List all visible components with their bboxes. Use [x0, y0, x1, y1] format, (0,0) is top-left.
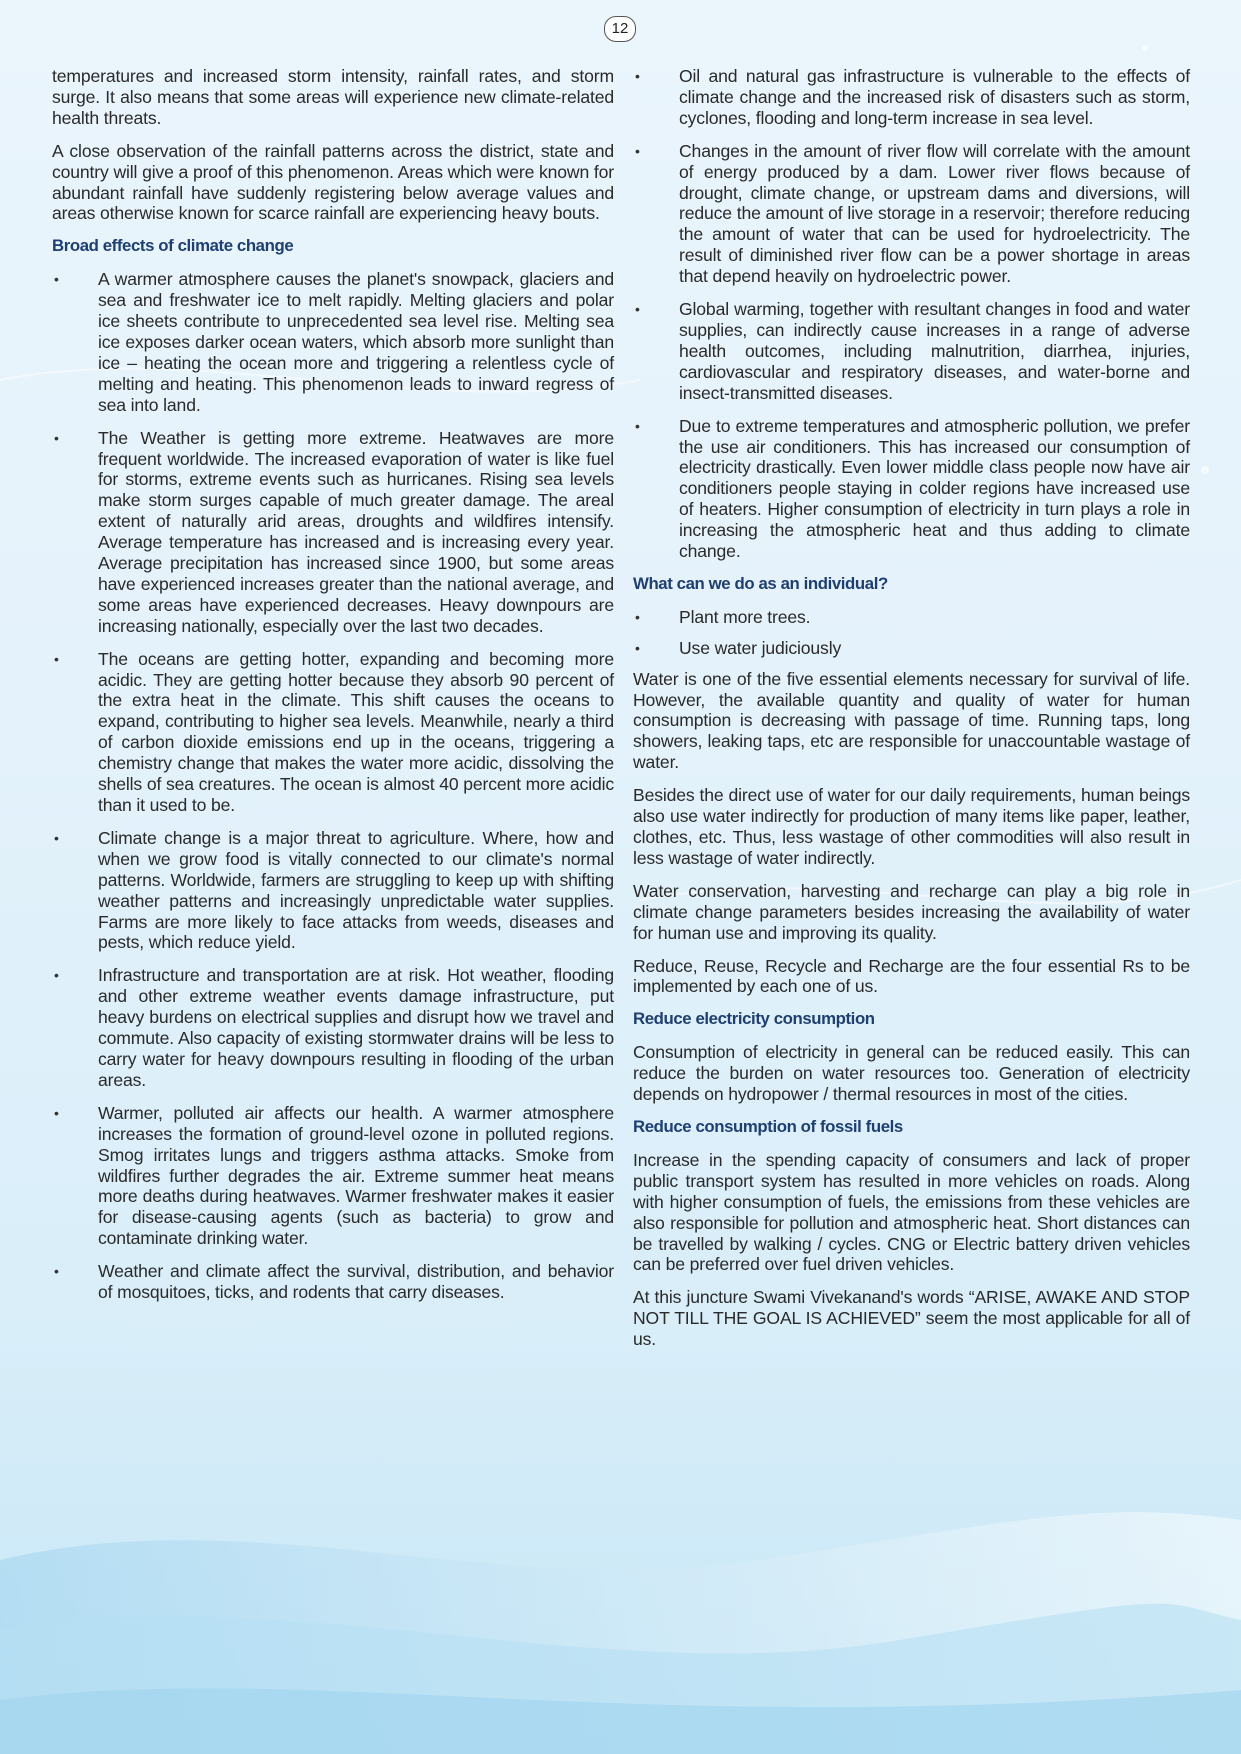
list-item: • Use water judiciously	[633, 638, 1190, 659]
effects-list	[52, 269, 614, 1303]
list-item: • Global warming, together with resultant changes in food and water supplies, can indirectly cause increases in a range of adverse health outcomes, including malnutrition, diarrhea, injuries, cardiovascular and respiratory diseases, and water-borne and insect-transmitted diseases.	[633, 299, 1190, 404]
effects-list-continued	[633, 66, 1190, 562]
closing-quote-paragraph: At this juncture Swami Vivekanand's words “ARISE, AWAKE AND STOP NOT TILL THE GOAL IS ACHIEVED” seem the most applicable for all of us.	[633, 1287, 1190, 1350]
right-column	[633, 66, 1190, 1362]
list-item: • Climate change is a major threat to agriculture. Where, how and when we grow food is vitally connected to our climate's normal patterns. Worldwide, farmers are struggling to keep up with shifting weather patterns and increasingly unpredictable water supplies. Farms are more likely to face attacks from weeds, diseases and pests, which reduce yield.	[52, 828, 614, 953]
list-item: • Changes in the amount of river flow will correlate with the amount of energy produced by a dam. Lower river flows because of drought, climate change, or upstream dams and diversions, will reduce the amount of live storage in a reservoir; therefore reducing the amount of water that can be used for hydroelectricity. The result of diminished river flow can be a power shortage in areas that depend heavily on hydroelectric power.	[633, 141, 1190, 287]
section-heading: Broad effects of climate change	[52, 236, 294, 256]
electricity-paragraph: Consumption of electricity in general can be reduced easily. This can reduce the burden on water resources too. Generation of electricity depends on hydropower / thermal resources in most of the cities.	[633, 1042, 1190, 1105]
list-item: • The Weather is getting more extreme. Heatwaves are more frequent worldwide. The increased evaporation of water is like fuel for storms, extreme events such as hurricanes. Rising sea levels make storm surges capable of much greater damage. The areal extent of naturally arid areas, droughts and wildfires intensify. Average temperature has increased and is increasing every year. Average precipitation has increased since 1900, but some areas have experienced increases greater than the national average, and some areas have experienced decreases. Heavy downpours are increasing nationally, especially over the last two decades.	[52, 428, 614, 637]
individual-actions-list	[633, 607, 1190, 659]
list-item: • Oil and natural gas infrastructure is vulnerable to the effects of climate change and the increased risk of disasters such as storm, cyclones, flooding and long-term increase in sea level.	[633, 66, 1190, 129]
list-item: • Due to extreme temperatures and atmospheric pollution, we prefer the use air conditioners. This has increased our consumption of electricity drastically. Even lower middle class people now have air conditioners people staying in colder regions have increased use of heaters. Higher consumption of electricity in turn plays a role in increasing the atmospheric heat and thus adding to climate change.	[633, 416, 1190, 562]
page-number: 12	[604, 16, 636, 42]
intro-paragraph: A close observation of the rainfall patterns across the district, state and country will give a proof of this phenomenon. Areas which were known for abundant rainfall have suddenly registering below average values and areas otherwise known for scarce rainfall are experiencing heavy bouts.	[52, 140, 614, 224]
list-item: • Weather and climate affect the survival, distribution, and behavior of mosquitoes, ticks, and rodents that carry diseases.	[52, 1261, 614, 1303]
list-item: • Plant more trees.	[633, 607, 1190, 628]
list-item: • Infrastructure and transportation are at risk. Hot weather, flooding and other extreme weather events damage infrastructure, put heavy burdens on electrical supplies and disrupt how we travel and commute. Also capacity of existing stormwater drains will be less to carry water for heavy downpours resulting in flooding of the urban areas.	[52, 965, 614, 1090]
list-item: • A warmer atmosphere causes the planet's snowpack, glaciers and sea and freshwater ice to melt rapidly. Melting glaciers and polar ice sheets contribute to unprecedented sea level rise. Melting sea ice exposes darker ocean waters, which absorb more sunlight than ice – heating the ocean more and triggering a relentless cycle of melting and heating. This phenomenon leads to inward regress of sea into land.	[52, 269, 614, 415]
water-paragraph: Reduce, Reuse, Recycle and Recharge are the four essential Rs to be implemented by each one of us.	[633, 955, 1190, 997]
intro-paragraph: temperatures and increased storm intensity, rainfall rates, and storm surge. It also means that some areas will experience new climate-related health threats.	[52, 66, 614, 128]
list-item: • Warmer, polluted air affects our health. A warmer atmosphere increases the formation of ground-level ozone in polluted regions. Smog irritates lungs and triggers asthma attacks. Smoke from wildfires further degrades the air. Extreme summer heat means more deaths during heatwaves. Warmer freshwater makes it easier for disease-causing agents (such as bacteria) to grow and contaminate drinking water.	[52, 1103, 614, 1249]
water-paragraph: Water conservation, harvesting and recharge can play a big role in climate change parameters besides increasing the availability of water for human use and improving its quality.	[633, 880, 1190, 943]
water-paragraph: Water is one of the five essential elements necessary for survival of life. However, the available quantity and quality of water for human consumption is decreasing with passage of time. Running taps, long showers, leaking taps, etc are responsible for unaccountable wastage of water.	[633, 668, 1190, 773]
section-heading: Reduce consumption of fossil fuels	[633, 1116, 903, 1136]
left-column	[52, 66, 614, 1315]
section-heading: What can we do as an individual?	[633, 573, 888, 593]
section-heading: Reduce electricity consumption	[633, 1009, 875, 1029]
water-paragraph: Besides the direct use of water for our daily requirements, human beings also use water indirectly for production of many items like paper, leather, clothes, etc. Thus, less wastage of other commodities will also result in less wastage of water indirectly.	[633, 785, 1190, 868]
fossil-paragraph: Increase in the spending capacity of consumers and lack of proper public transport system has resulted in more vehicles on roads. Along with higher consumption of fuels, the emissions from these vehicles are also responsible for pollution and atmospheric heat. Short distances can be travelled by walking / cycles. CNG or Electric battery driven vehicles can be preferred over fuel driven vehicles.	[633, 1149, 1190, 1275]
list-item: • The oceans are getting hotter, expanding and becoming more acidic. They are getting hotter because they absorb 90 percent of the extra heat in the climate. This shift causes the oceans to expand, contributing to higher sea levels. Meanwhile, nearly a third of carbon dioxide emissions end up in the oceans, triggering a chemistry change that makes the water more acidic, dissolving the shells of sea creatures. The ocean is almost 40 percent more acidic than it used to be.	[52, 649, 614, 816]
